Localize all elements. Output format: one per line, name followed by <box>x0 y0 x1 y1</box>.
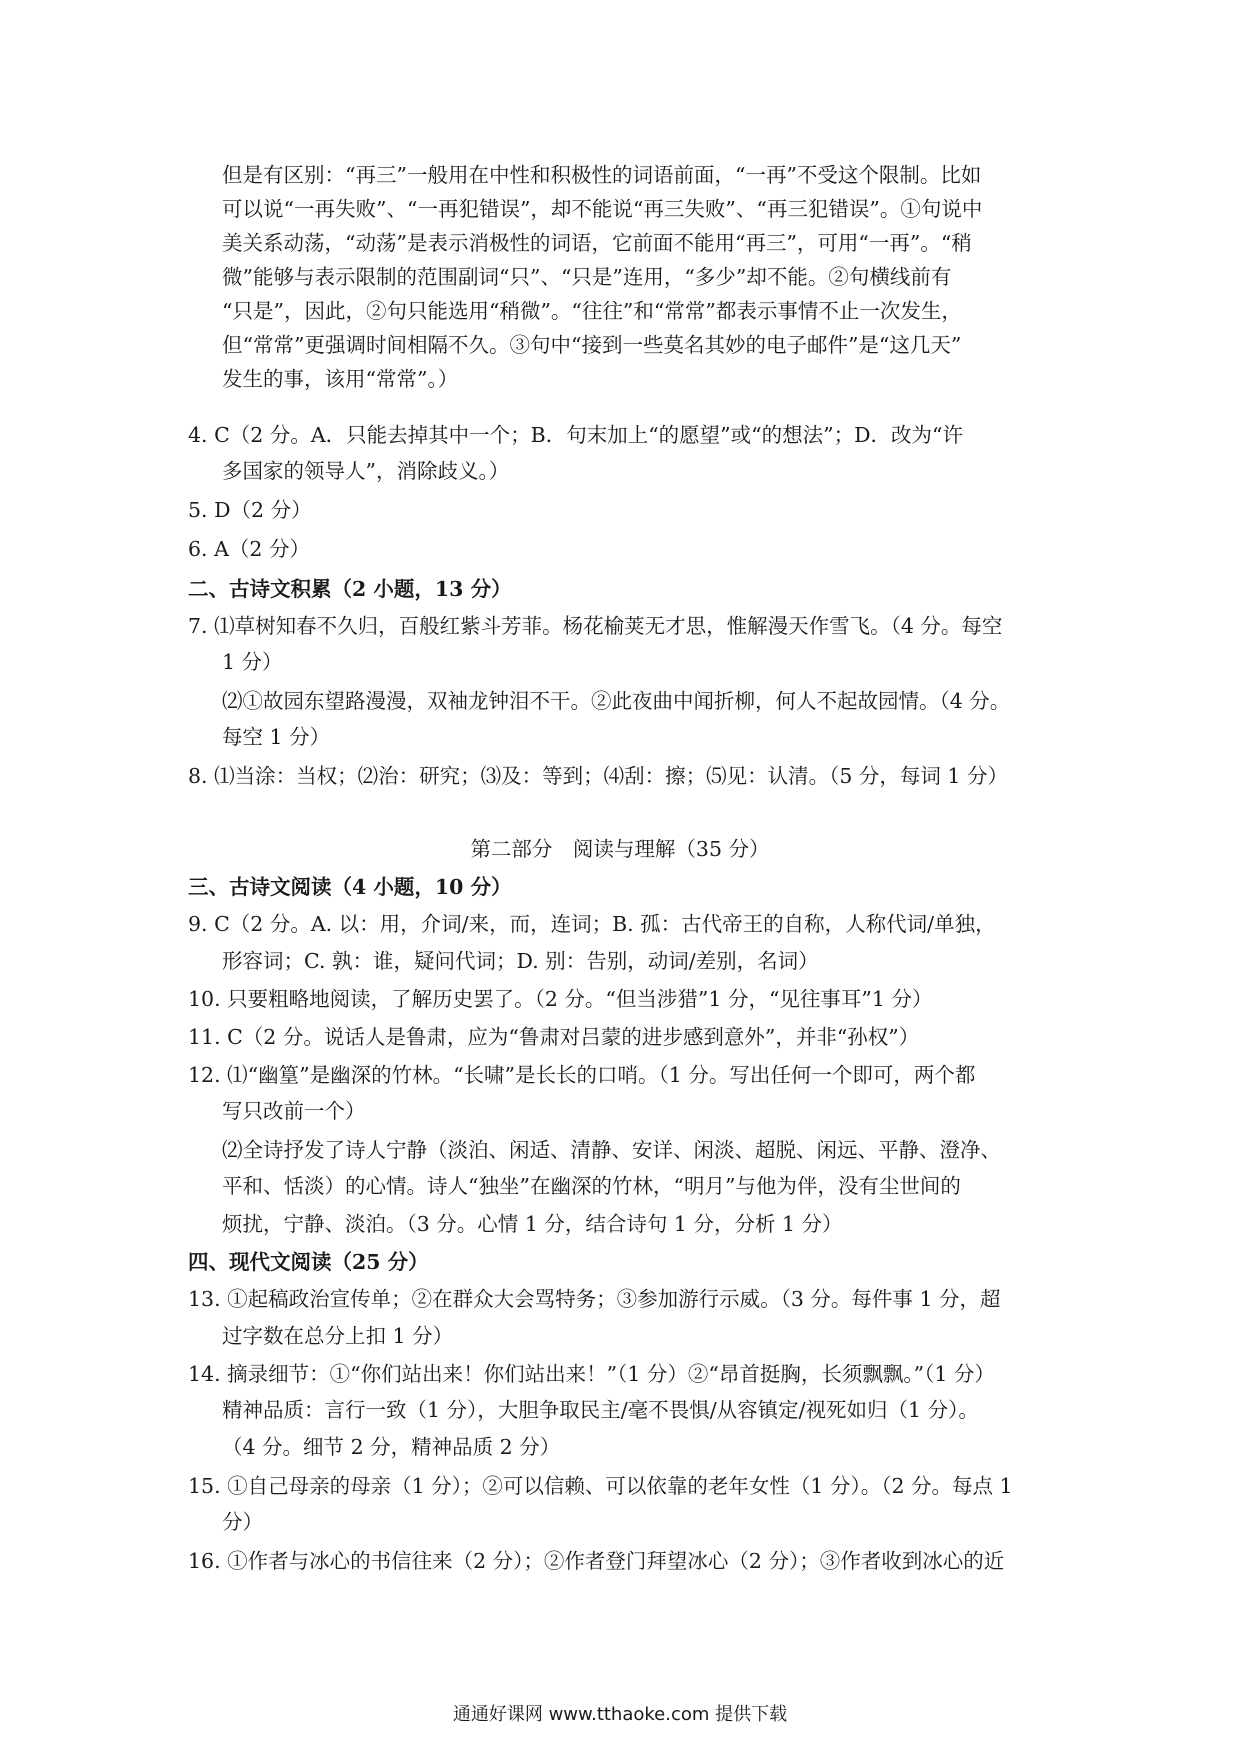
answer-16: 16. ①作者与冰心的书信往来（2 分）；②作者登门拜望冰心（2 分）；③作者收到冰心的近 <box>188 1549 1005 1573</box>
part-two-heading: 第二部分 阅读与理解（35 分） <box>470 837 770 861</box>
text-line: 微”能够与表示限制的范围副词“只”、“只是”连用，“多少”却不能。②句横线前有 <box>222 265 952 289</box>
text-line: 多国家的领导人”，消除歧义。） <box>222 459 510 483</box>
answer-5: 5. D（2 分） <box>188 498 312 522</box>
text-line: 1 分） <box>222 650 283 674</box>
answer-10: 10. 只要粗略地阅读，了解历史罢了。（2 分。“但当涉猎”1 分，“见往事耳”1 分） <box>188 987 933 1011</box>
text-line: 写只改前一个） <box>222 1099 366 1123</box>
answer-6: 6. A（2 分） <box>188 537 310 561</box>
section-heading-2: 二、古诗文积累（2 小题，13 分） <box>188 577 512 601</box>
answer-4: 4. C（2 分。A．只能去掉其中一个；B．句末加上“的愿望”或“的想法”；D．改为“许 <box>188 423 964 447</box>
text-line: 精神品质：言行一致（1 分），大胆争取民主/毫不畏惧/从容镇定/视死如归（1 分）。 <box>222 1398 979 1422</box>
answer-8: 8. ⑴当涂：当权；⑵治：研究；⑶及：等到；⑷刮：擦；⑸见：认清。（5 分，每词 1 分） <box>188 764 1008 788</box>
text-line: 但“常常”更强调时间相隔不久。③句中“接到一些莫名其妙的电子邮件”是“这几天” <box>222 333 962 357</box>
text-line: ⑵全诗抒发了诗人宁静（淡泊、闲适、清静、安详、闲淡、超脱、闲远、平静、澄净、 <box>222 1138 1001 1162</box>
text-line: “只是”，因此，②句只能选用“稍微”。“往往”和“常常”都表示事情不止一次发生， <box>222 299 962 323</box>
answer-12: 12. ⑴“幽篁”是幽深的竹林。“长啸”是长长的口哨。（1 分。写出任何一个即可，两个都 <box>188 1063 976 1087</box>
text-line: 形容词；C. 孰：谁，疑问代词；D. 别：告别，动词/差别，名词） <box>222 949 819 973</box>
answer-14: 14. 摘录细节：①“你们站出来！你们站出来！”（1 分）②“昂首挺胸，长须飘飘。”（1 分） <box>188 1362 995 1386</box>
text-line: 过字数在总分上扣 1 分） <box>222 1324 454 1348</box>
answer-15: 15. ①自己母亲的母亲（1 分）；②可以信赖、可以依靠的老年女性（1 分）。（2 分。每点 1 <box>188 1474 1013 1498</box>
answer-7: 7. ⑴草树知春不久归，百般红紫斗芳菲。杨花榆荚无才思，惟解漫天作雪飞。（4 分。每空 <box>188 614 1003 638</box>
text-line: ⑵①故园东望路漫漫，双袖龙钟泪不干。②此夜曲中闻折柳，何人不起故园情。（4 分。 <box>222 689 1011 713</box>
answer-13: 13. ①起稿政治宣传单；②在群众大会骂特务；③参加游行示威。（3 分。每件事 1 分，超 <box>188 1287 1001 1311</box>
answer-9: 9. C（2 分。A. 以：用，介词/来，而，连词；B. 孤：古代帝王的自称，人称代词/单独， <box>188 912 996 936</box>
answer-11: 11. C（2 分。说话人是鲁肃，应为“鲁肃对吕蒙的进步感到意外”，并非“孙权”） <box>188 1025 920 1049</box>
text-line: 发生的事，该用“常常”。） <box>222 367 459 391</box>
text-line: 分） <box>222 1510 263 1534</box>
text-line: 但是有区别：“再三”一般用在中性和积极性的词语前面，“一再”不受这个限制。比如 <box>222 163 982 187</box>
text-line: 平和、恬淡）的心情。诗人“独坐”在幽深的竹林，“明月”与他为伴，没有尘世间的 <box>222 1174 961 1198</box>
section-heading-4: 四、现代文阅读（25 分） <box>188 1250 429 1274</box>
text-line: 美关系动荡，“动荡”是表示消极性的词语，它前面不能用“再三”，可用“一再”。“稍 <box>222 231 972 255</box>
footer-watermark: 通通好课网 www.tthaoke.com 提供下载 <box>452 1704 788 1725</box>
section-heading-3: 三、古诗文阅读（4 小题，10 分） <box>188 875 512 899</box>
text-line: 烦扰，宁静、淡泊。（3 分。心情 1 分，结合诗句 1 分，分析 1 分） <box>222 1212 843 1236</box>
text-line: 可以说“一再失败”、“一再犯错误”，却不能说“再三失败”、“再三犯错误”。①句说中 <box>222 197 983 221</box>
text-line: （4 分。细节 2 分，精神品质 2 分） <box>222 1435 561 1459</box>
text-line: 每空 1 分） <box>222 725 331 749</box>
